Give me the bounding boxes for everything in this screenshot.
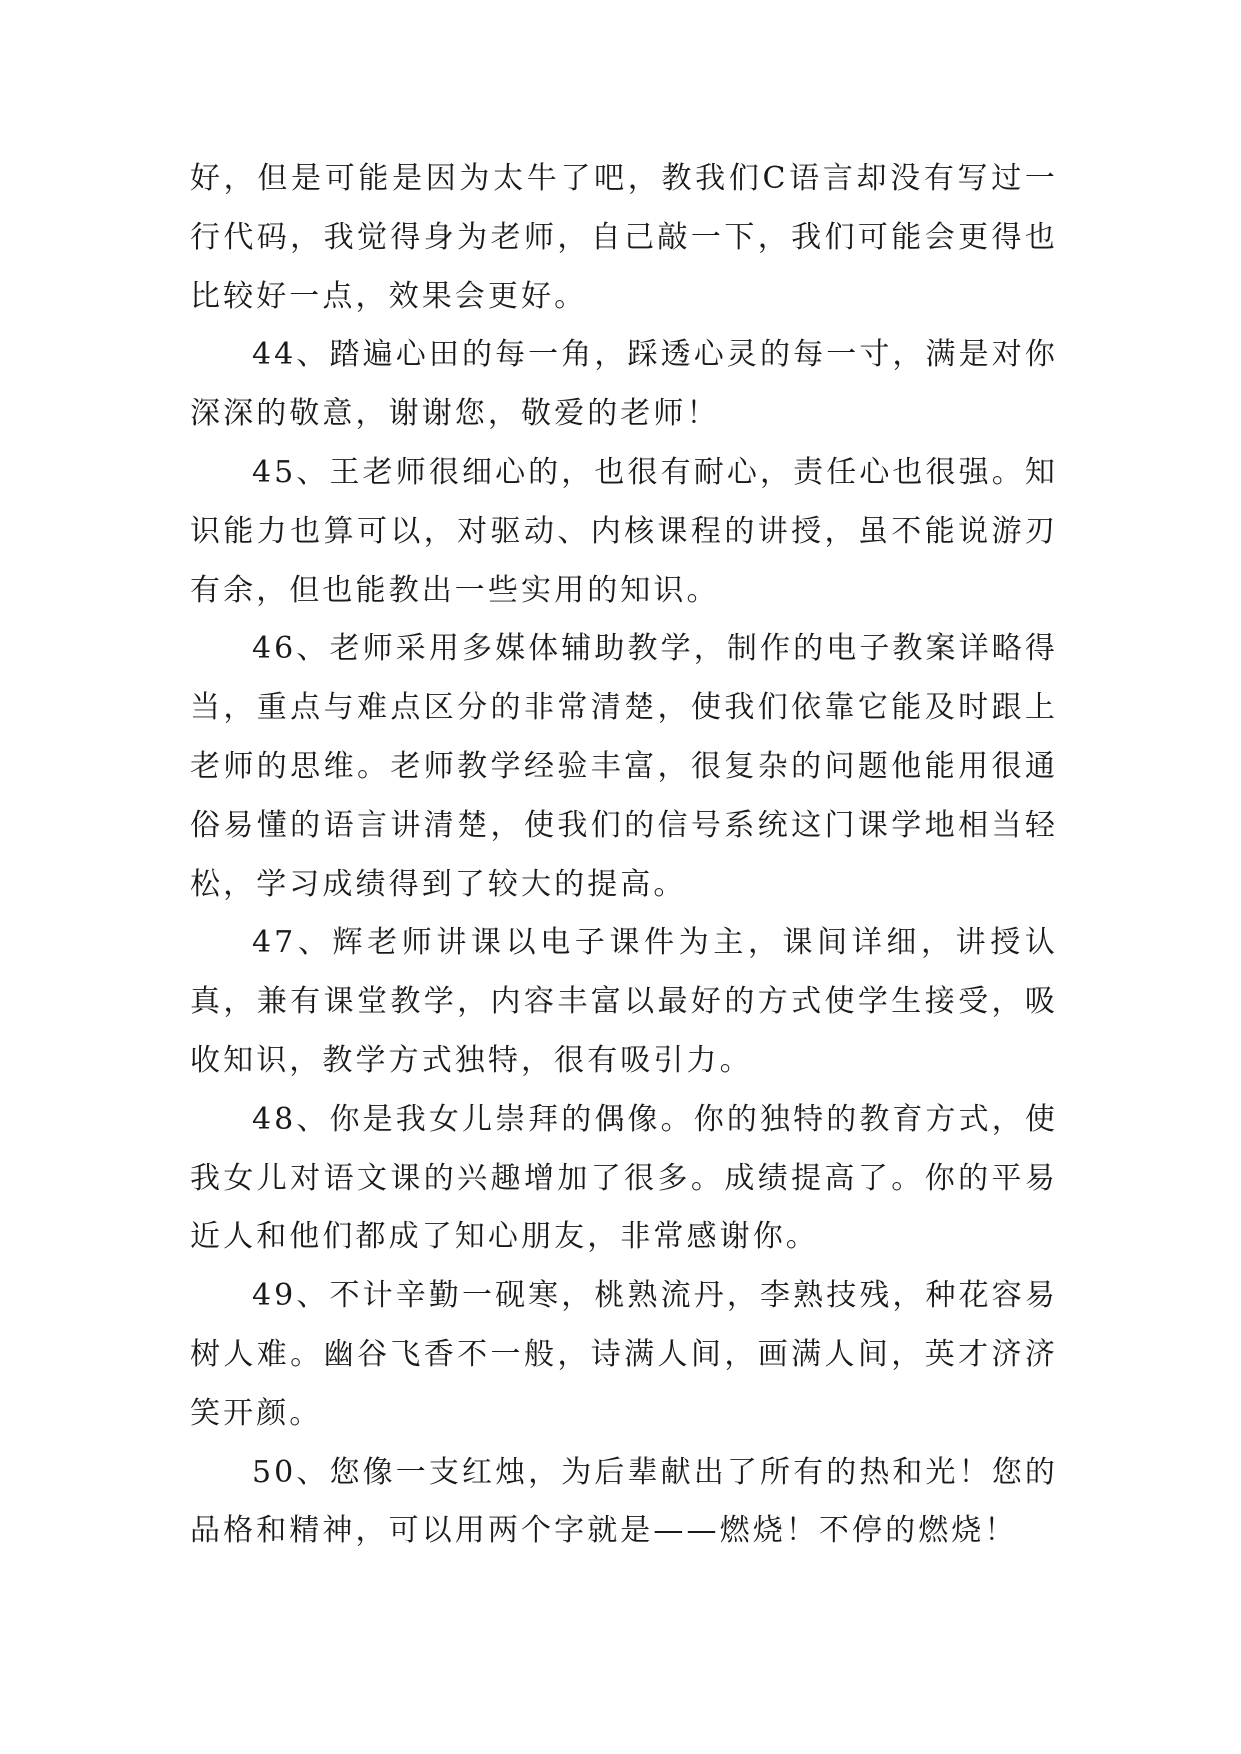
paragraph-49: 49、不计辛勤一砚寒，桃熟流丹，李熟技残，种花容易树人难。幽谷飞香不一般，诗满人间，画满人间，英才济济笑开颜。 (190, 1278, 1058, 1431)
paragraph-46: 46、老师采用多媒体辅助教学，制作的电子教案详略得当，重点与难点区分的非常清楚，使我们依靠它能及时跟上老师的思维。老师教学经验丰富，很复杂的问题他能用很通俗易懂的语言讲清楚，使我们的信号系统这门课学地相当轻松，学习成绩得到了较大的提高。 (190, 631, 1058, 902)
paragraph-48: 48、你是我女儿崇拜的偶像。你的独特的教育方式，使我女儿对语文课的兴趣增加了很多。成绩提高了。你的平易近人和他们都成了知心朋友，非常感谢你。 (190, 1101, 1058, 1255)
paragraph-44: 44、踏遍心田的每一角，踩透心灵的每一寸，满是对你深深的敬意，谢谢您，敬爱的老师！ (190, 337, 1058, 432)
paragraph-45: 45、王老师很细心的，也很有耐心，责任心也很强。知识能力也算可以，对驱动、内核课程的讲授，虽不能说游刃有余，但也能教出一些实用的知识。 (190, 454, 1058, 608)
document-body (190, 150, 1058, 1561)
paragraph-47: 47、辉老师讲课以电子课件为主，课间详细，讲授认真，兼有课堂教学，内容丰富以最好的方式使学生接受，吸收知识，教学方式独特，很有吸引力。 (190, 925, 1058, 1078)
paragraph-continued: 好，但是可能是因为太牛了吧，教我们C语言却没有写过一行代码，我觉得身为老师，自己敲一下，我们可能会更得也比较好一点，效果会更好。 (190, 161, 1058, 314)
paragraph-50: 50、您像一支红烛，为后辈献出了所有的热和光！您的品格和精神，可以用两个字就是——燃烧！不停的燃烧！ (190, 1454, 1058, 1549)
